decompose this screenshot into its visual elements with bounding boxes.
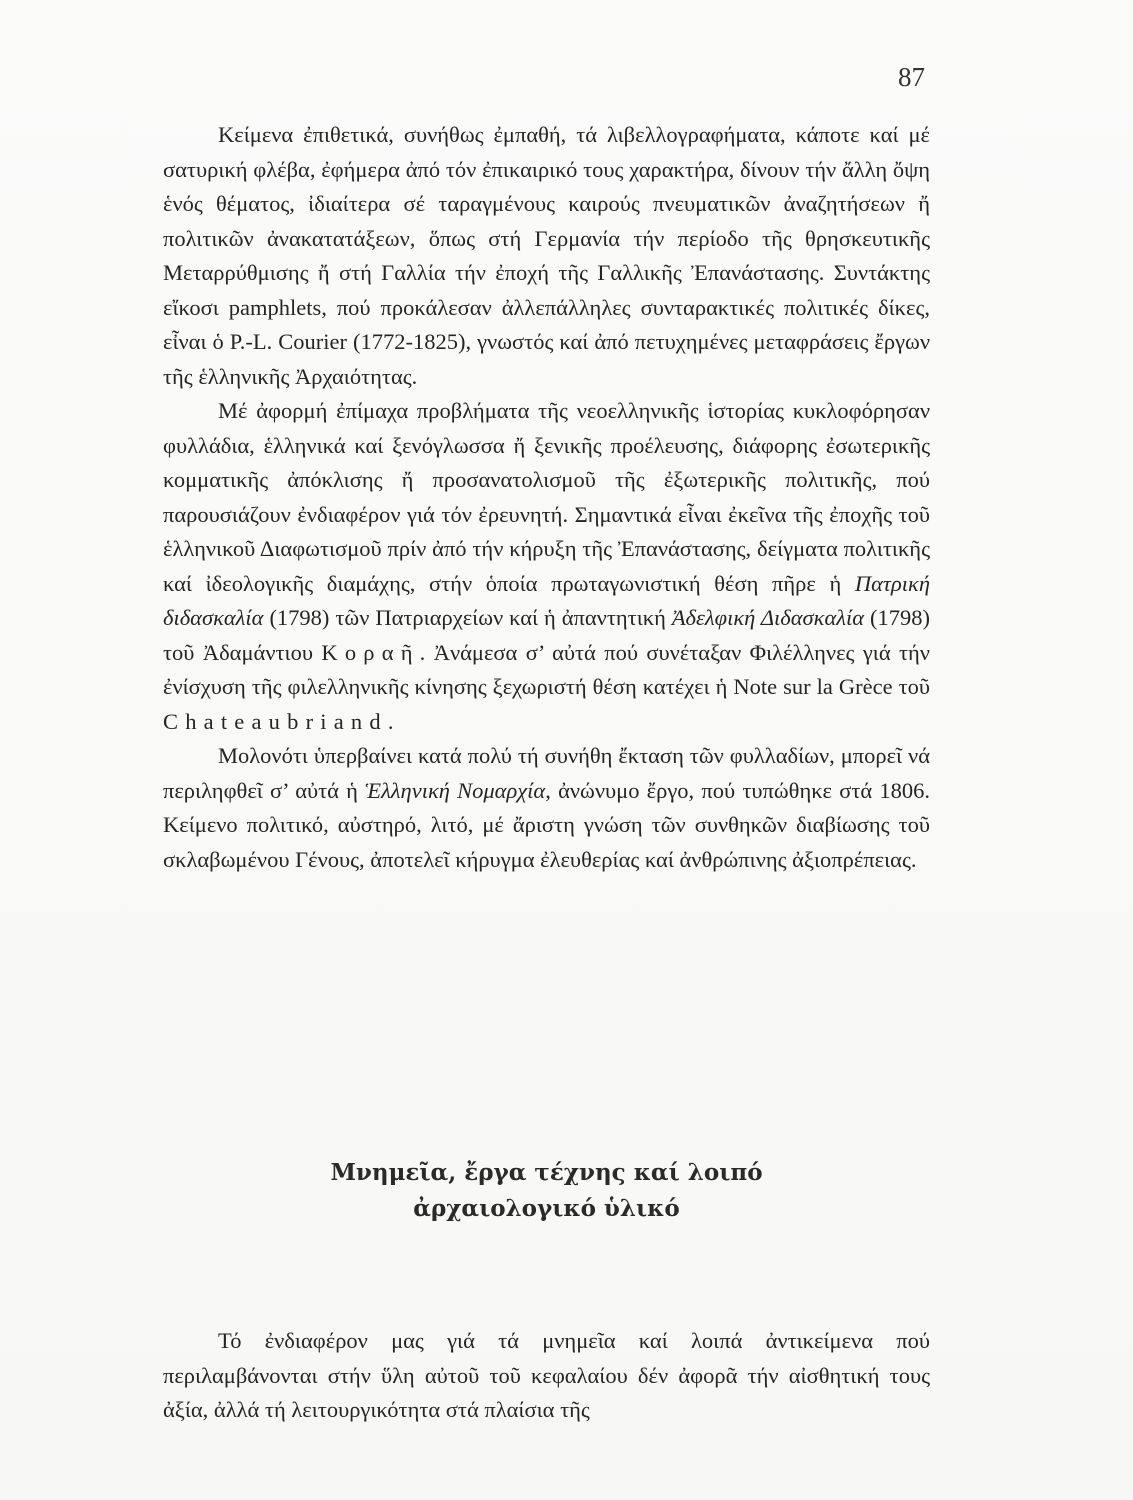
body-text: [163, 118, 930, 877]
book-title-italic: Ἀδελφική Διδασκαλία: [671, 605, 865, 630]
text-run: Μολονότι ὑπερβαίνει κατά πολύ τή συνήθη ἔκταση τῶν φυλλαδίων, μπορεῖ νά περιληφθεῖ σ’ αὐτά ἡ: [163, 743, 930, 803]
text-run: . Ἀνάμεσα σ’ αὐτά πού συνέταξαν Φιλέλληνες γιά τήν ἐνίσχυση τῆς φιλελληνικῆς κίνησης ξεχωριστή θέση κατέχει ἡ Note sur la Grèce τοῦ: [163, 639, 930, 699]
paragraph: [163, 1324, 930, 1428]
section-heading-line: Μνημεῖα, ἔργα τέχνης καί λοιπό: [330, 1159, 763, 1186]
text-run: (1798) τοῦ Ἀδαμάντιου: [163, 605, 930, 665]
text-run: Κείμενα ἐπιθετικά, συνήθως ἐμπαθή, τά λιβελλογραφήματα, κάποτε καί μέ σατυρική φλέβα, ἐφήμερα ἀπό τόν ἐπικαιρικό τους χαρακτήρα, δίνουν τήν ἄλλη ὄψη ἑνός θέματος, ἰδιαίτερα σέ ταραγμένους καιρούς πνευματικῶν ἀναζητήσεων ἤ πολιτικῶν ἀνακατατάξεων, ὅπως στή Γερμανία τήν περίοδο τῆς θρησκευτικῆς Μεταρρύθμισης ἤ στή Γαλλία τήν ἐποχή τῆς Γαλλικῆς Ἐπανάστασης. Συντάκτης εἴκοσι pamphlets, πού προκάλεσαν ἀλλεπάλληλες συνταρακτικές πολιτικές δίκες, εἶναι ὁ P.-L. Courier (1772-1825), γνωστός καί ἀπό πετυχημένες μεταφράσεις ἔργων τῆς ἑλληνικῆς Ἀρχαιότητας.: [163, 122, 930, 389]
book-title-italic: Ἑλληνική Νομαρχία: [365, 777, 546, 803]
text-run: .: [387, 708, 394, 734]
text-run: (1798) τῶν Πατριαρχείων καί ἡ ἀπαντητική: [263, 605, 672, 630]
body-text: [163, 1324, 930, 1428]
paragraph: [163, 739, 930, 877]
author-name-spaced: Κοραῆ: [321, 639, 420, 665]
author-name-spaced: Chateaubriand: [163, 708, 388, 734]
paragraph: [163, 394, 930, 739]
book-title-italic: Πατρική διδασκαλία: [163, 570, 930, 630]
page-number: 87: [898, 62, 925, 92]
paragraph: [163, 118, 930, 394]
section-heading: [163, 1155, 930, 1227]
text-run: Μέ ἀφορμή ἐπίμαχα προβλήματα τῆς νεοελληνικῆς ἱστορίας κυκλοφόρησαν φυλλάδια, ἑλληνικά καί ξενόγλωσσα ἤ ξενικῆς προέλευσης, διάφορης ἐσωτερικῆς κομματικῆς ἀπόκλισης ἤ προσανατολισμοῦ τῆς ἐξωτερικῆς πολιτικῆς, πού παρουσιάζουν ἐνδιαφέρον γιά τόν ἐρευνητή. Σημαντικά εἶναι ἐκεῖνα τῆς ἐποχῆς τοῦ ἑλληνικοῦ Διαφωτισμοῦ πρίν ἀπό τήν κήρυξη τῆς Ἐπανάστασης, δείγματα πολιτικῆς καί ἰδεολογικῆς διαμάχης, στήν ὁποία πρωταγωνιστική θέση πῆρε ἡ: [163, 398, 930, 596]
text-run: Τό ἐνδιαφέρον μας γιά τά μνημεῖα καί λοιπά ἀντικείμενα πού περιλαμβάνονται στήν ὕλη αὐτοῦ τοῦ κεφαλαίου δέν ἀφορᾶ τήν αἰσθητική τους ἀξία, ἀλλά τή λειτουργικότητα στά πλαίσια τῆς: [163, 1328, 930, 1422]
text-run: , ἀνώνυμο ἔργο, πού τυπώθηκε στά 1806. Κείμενο πολιτικό, αὐστηρό, λιτό, μέ ἄριστη γνώση τῶν συνθηκῶν διαβίωσης τοῦ σκλαβωμένου Γένους, ἀποτελεῖ κήρυγμα ἐλευθερίας καί ἀνθρώπινης ἀξιοπρέπειας.: [163, 777, 930, 872]
section-heading-line: ἀρχαιολογικό ὑλικό: [413, 1195, 680, 1222]
